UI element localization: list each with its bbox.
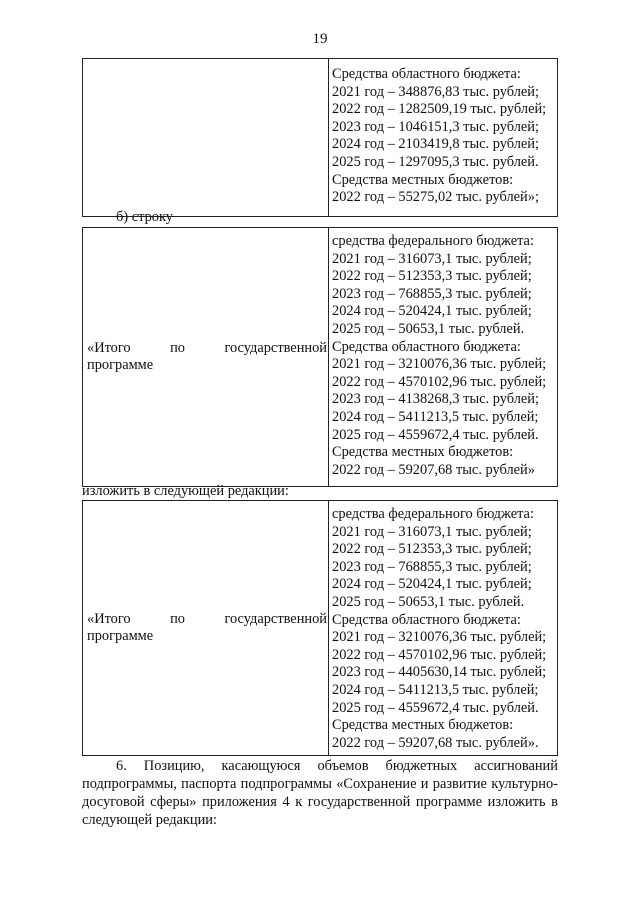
budget-table-old (82, 227, 558, 487)
table3-line: 2023 год – 4405630,14 тыс. рублей; (332, 664, 547, 681)
table3-line: 2023 год – 768855,3 тыс. рублей; (332, 558, 532, 575)
table2-line: Средства местных бюджетов: (332, 444, 514, 461)
table2-line: 2023 год – 768855,3 тыс. рублей; (332, 285, 532, 302)
table2-line: средства федерального бюджета: (332, 233, 534, 249)
table3-line: 2024 год – 5411213,5 тыс. рублей; (332, 681, 539, 698)
table2-line: Средства областного бюджета: (332, 338, 521, 355)
table1-line: Средства областного бюджета: (332, 66, 521, 82)
table3-line: Средства областного бюджета: (332, 611, 521, 628)
table1-line: 2021 год – 348876,83 тыс. рублей; (332, 83, 539, 100)
table2-label-cell (83, 228, 329, 487)
table2-label-line2: программе (87, 357, 154, 374)
table3-label-line1: «Итого по государственной (87, 610, 327, 627)
item-b-label: б) строку (116, 209, 173, 225)
table3-line: средства федерального бюджета: (332, 506, 534, 522)
table2-line: 2024 год – 5411213,5 тыс. рублей; (332, 408, 539, 425)
table2-line: 2022 год – 4570102,96 тыс. рублей; (332, 373, 547, 390)
table2-line: 2025 год – 50653,1 тыс. рублей. (332, 320, 525, 337)
page-number: 19 (312, 31, 328, 47)
table3-values-cell (329, 501, 558, 756)
table3-label-line2: программе (87, 628, 154, 645)
table1-line: 2022 год – 1282509,19 тыс. рублей; (332, 101, 547, 118)
table2-label-line1: «Итого по государственной (87, 339, 327, 356)
table3-label-cell (83, 501, 329, 756)
table2-line: 2022 год – 512353,3 тыс. рублей; (332, 268, 532, 285)
table1-line: Средства местных бюджетов: (332, 171, 514, 188)
table2-values-cell (329, 228, 558, 487)
table3-line: 2021 год – 3210076,36 тыс. рублей; (332, 629, 547, 646)
paragraph-6 (82, 757, 558, 829)
budget-table-continuation (82, 58, 558, 217)
paragraph-6-line2: подпрограммы, паспорта подпрограммы «Сохранение и развитие культурно- (82, 776, 558, 792)
table3-line: 2022 год – 59207,68 тыс. рублей». (332, 734, 539, 751)
table2-line: 2022 год – 59207,68 тыс. рублей» (332, 461, 535, 478)
budget-table-new (82, 500, 558, 756)
table3-line: 2022 год – 4570102,96 тыс. рублей; (332, 646, 547, 663)
table3-line: 2022 год – 512353,3 тыс. рублей; (332, 541, 532, 558)
table2-line: 2025 год – 4559672,4 тыс. рублей. (332, 426, 539, 443)
table3-line: Средства местных бюджетов: (332, 717, 514, 734)
state-text: изложить в следующей редакции: (82, 483, 289, 499)
table1-line: 2022 год – 55275,02 тыс. рублей»; (332, 189, 539, 206)
table1-values-cell (329, 59, 558, 217)
table2-line: 2021 год – 3210076,36 тыс. рублей; (332, 356, 547, 373)
table2-line: 2024 год – 520424,1 тыс. рублей; (332, 303, 532, 320)
paragraph-6-line3: досуговой сферы» приложения 4 к государственной программе изложить в (82, 794, 558, 810)
paragraph-6-line1: 6. Позицию, касающуюся объемов бюджетных ассигнований (116, 758, 558, 774)
table2-line: 2021 год – 316073,1 тыс. рублей; (332, 250, 532, 267)
paragraph-6-line4: следующей редакции: (82, 812, 217, 828)
table3-line: 2025 год – 50653,1 тыс. рублей. (332, 593, 525, 610)
table3-line: 2025 год – 4559672,4 тыс. рублей. (332, 699, 539, 716)
table2-line: 2023 год – 4138268,3 тыс. рублей; (332, 391, 539, 408)
table3-line: 2021 год – 316073,1 тыс. рублей; (332, 523, 532, 540)
table3-line: 2024 год – 520424,1 тыс. рублей; (332, 576, 532, 593)
table1-line: 2025 год – 1297095,3 тыс. рублей. (332, 153, 539, 170)
table1-line: 2023 год – 1046151,3 тыс. рублей; (332, 118, 539, 135)
table1-line: 2024 год – 2103419,8 тыс. рублей; (332, 136, 539, 153)
table1-label-cell (83, 59, 329, 217)
